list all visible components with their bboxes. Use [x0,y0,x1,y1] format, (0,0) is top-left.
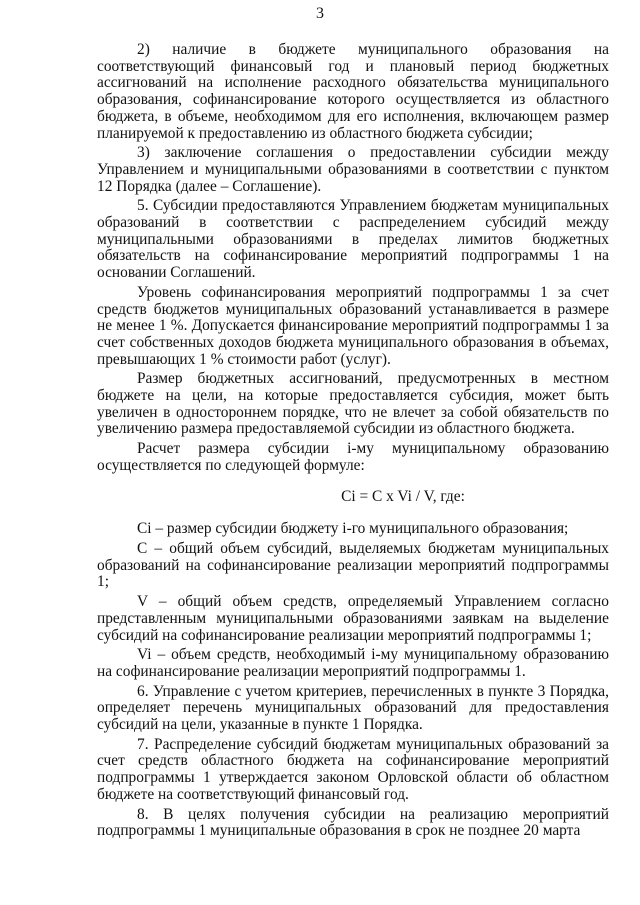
paragraph-clause-3: 3) заключение соглашения о предоставлении субсидии между Управлением и муниципальными образованиями в соответствии с пунктом 12 Порядка (далее – Соглашение). [97,144,609,195]
paragraph-item-7: 7. Распределение субсидий бюджетам муниципальных образований за счет средств областного бюджета на софинансирование мероприятий подпрограммы 1 утверждается законом Орловской области об областном бюджете на соответствующий финансовый год. [97,735,609,803]
definition-v: V – общий объем средств, определяемый Управлением согласно представленным муниципальными образованиями заявкам на выделение субсидий на софинансирование реализации мероприятий подпрограммы 1; [97,593,609,644]
paragraph-clause-2: 2) наличие в бюджете муниципального образования на соответствующий финансовый год и плановый период бюджетных ассигнований на исполнение расходного обязательства муниципального образования, софинансирование которого осуществляется из областного бюджета, в объеме, необходимом для его исполнения, включающем размер планируемой к предоставлению из областного бюджета субсидии; [97,41,609,142]
page-number: 3 [316,5,324,22]
formula: Ci = C x Vi / V, где: [341,487,465,505]
definition-vi: Vi – объем средств, необходимый i-му муниципальному образованию на софинансирование реализации мероприятий подпрограммы 1. [97,646,609,680]
definition-ci: Ci – размер субсидии бюджету i-го муниципального образования; [137,520,569,538]
paragraph-item-5: 5. Субсидии предоставляются Управлением бюджетам муниципальных образований в соответствии с распределением субсидий между муниципальными образованиями в пределах лимитов бюджетных обязательств на софинансирование мероприятий подпрограммы 1 на основании Соглашений. [97,197,609,282]
paragraph-calculation-intro: Расчет размера субсидии i-му муниципальному образованию осуществляется по следующей формуле: [97,440,609,474]
document-body [97,42,609,843]
paragraph-budget-allocations: Размер бюджетных ассигнований, предусмотренных в местном бюджете на цели, на которые предоставляется субсидия, может быть увеличен в одностороннем порядке, что не влечет за собой обязательств по увеличению размера предоставляемой субсидии из областного бюджета. [97,370,609,438]
definition-c: C – общий объем субсидий, выделяемых бюджетам муниципальных образований на софинансирование реализации мероприятий подпрограммы 1; [97,539,609,591]
paragraph-item-6: 6. Управление с учетом критериев, перечисленных в пункте 3 Порядка, определяет перечень муниципальных образований для предоставления субсидий на цели, указанные в пункте 1 Порядка. [97,682,609,734]
paragraph-item-8: 8. В целях получения субсидии на реализацию мероприятий подпрограммы 1 муниципальные образования в срок не позднее 20 марта [97,805,609,840]
paragraph-cofinancing-level: Уровень софинансирования мероприятий подпрограммы 1 за счет средств бюджетов муниципальных образований устанавливается в размере не менее 1 %. Допускается финансирование мероприятий подпрограммы 1 за счет собственных доходов бюджета муниципального образования в объемах, превышающих 1 % стоимости работ (услуг). [97,283,609,368]
